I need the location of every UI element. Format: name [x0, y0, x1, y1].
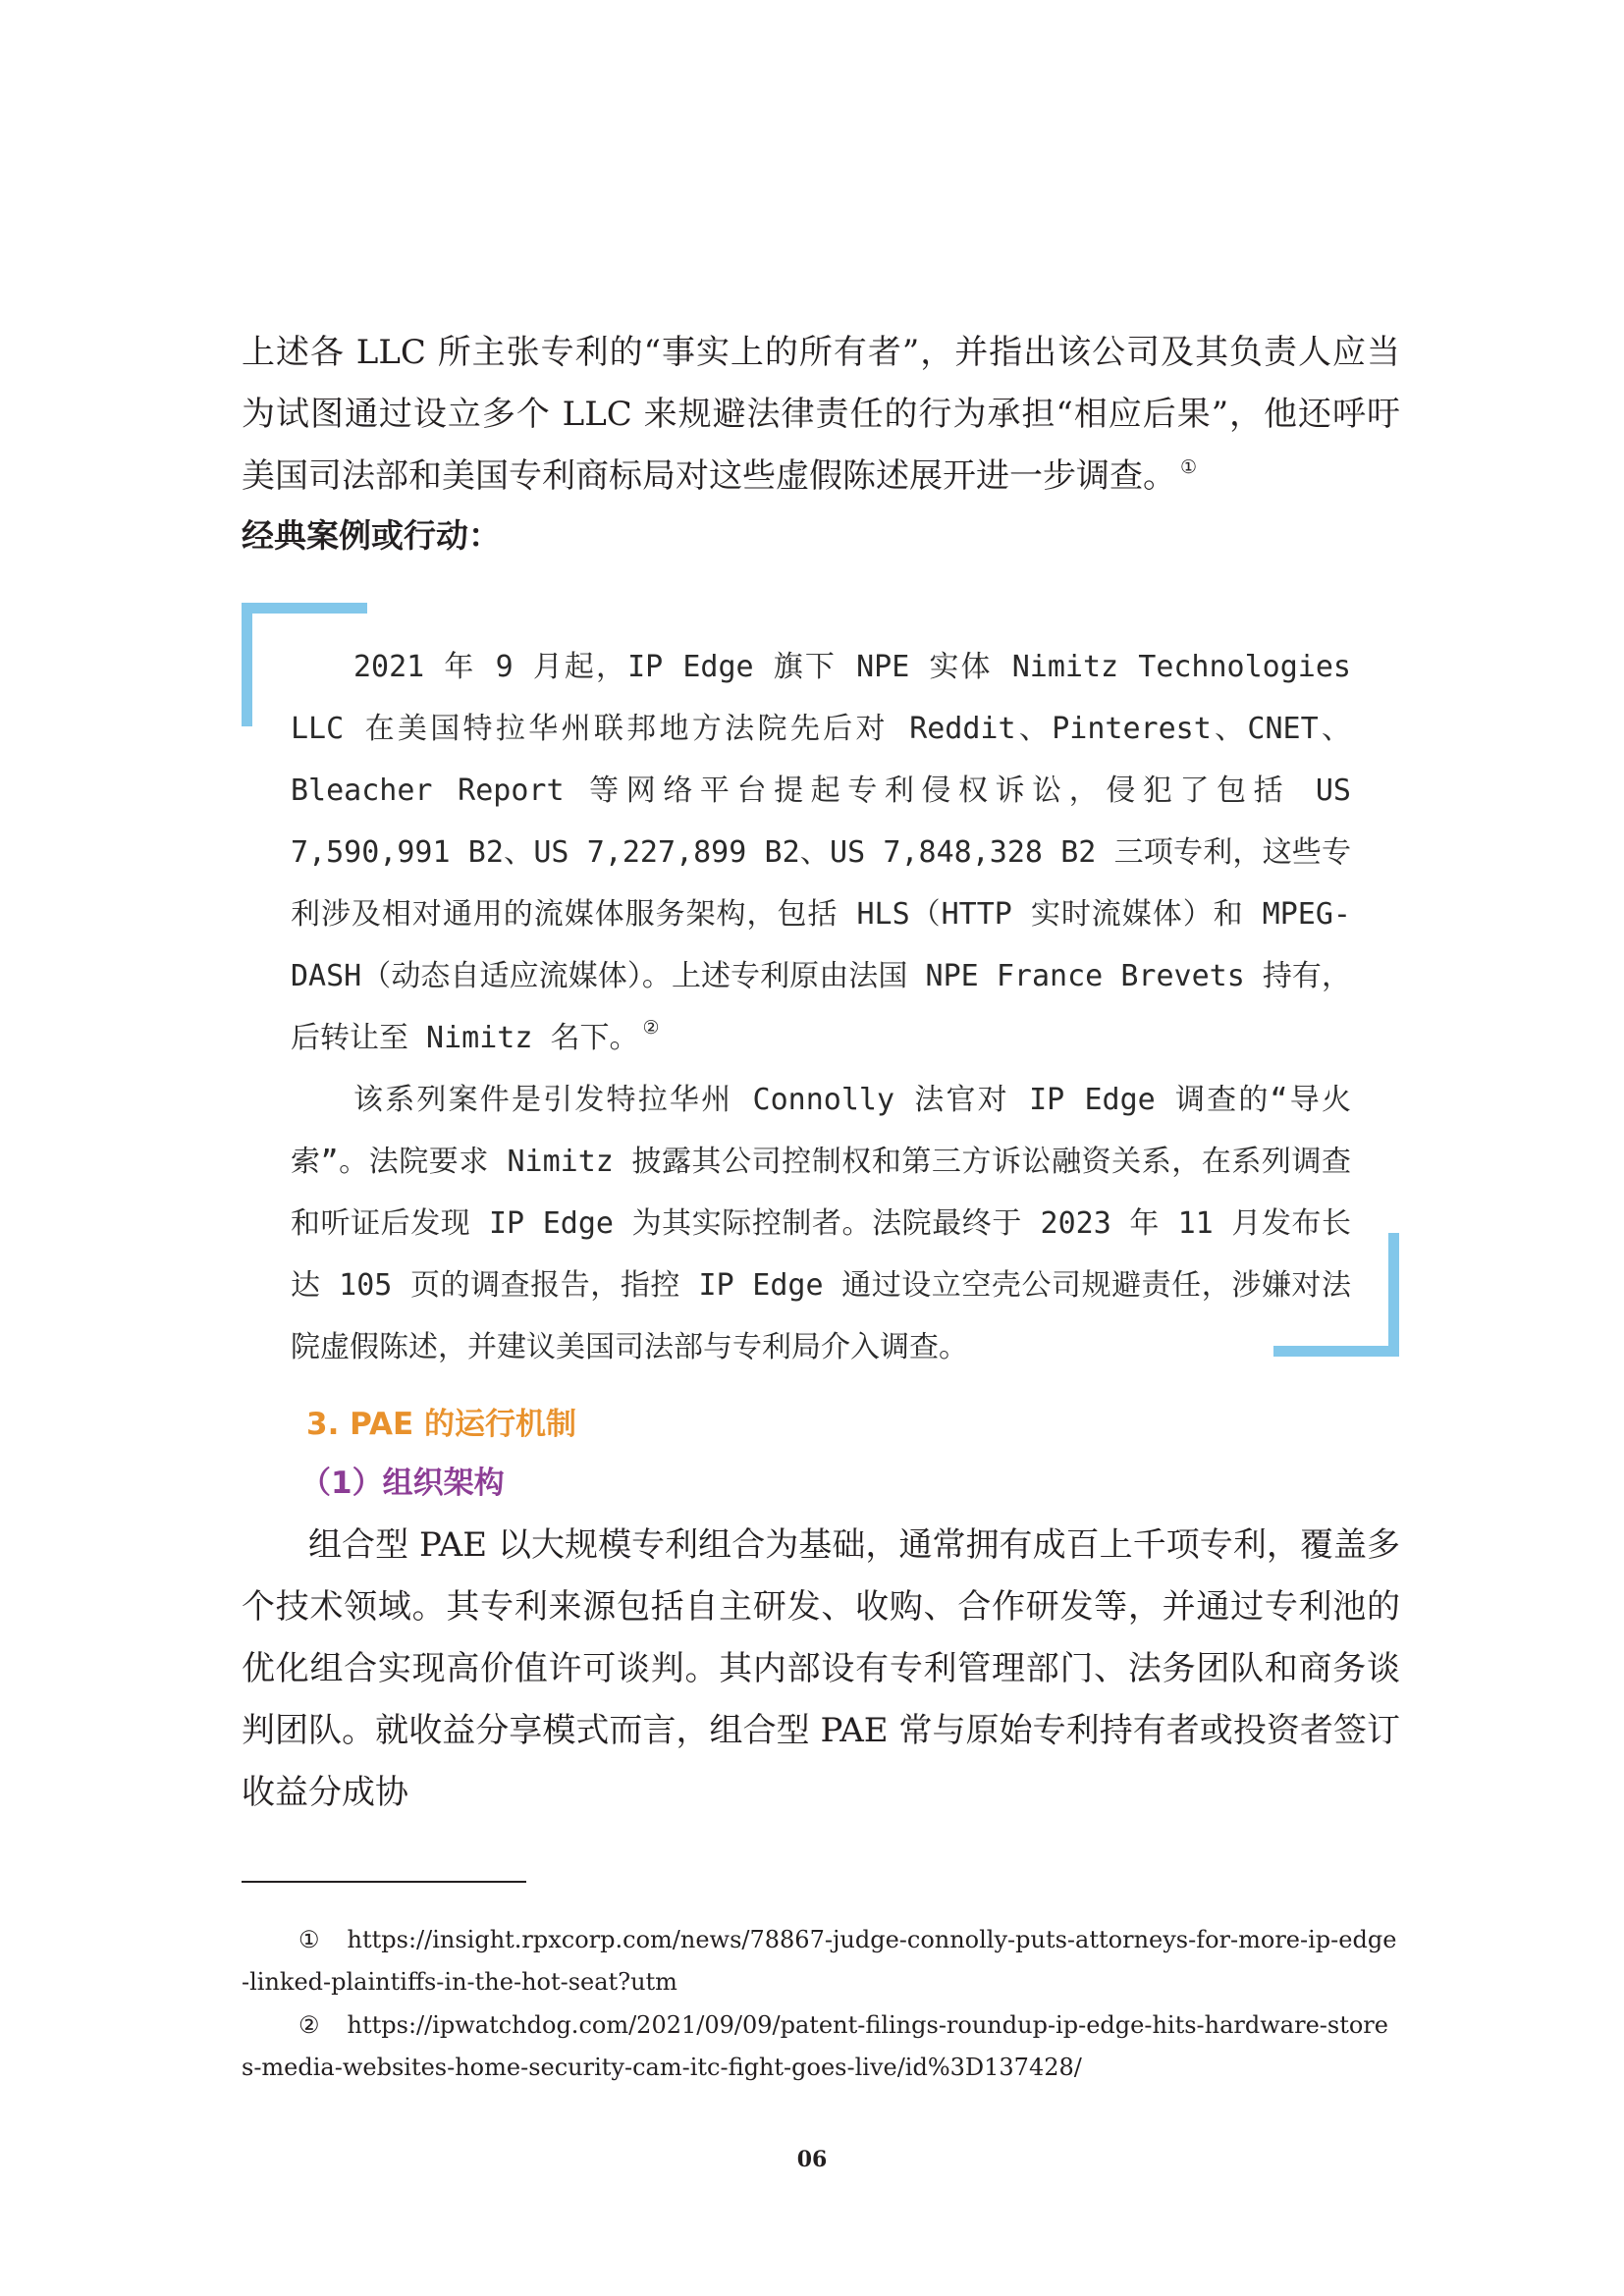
intro-paragraph — [242, 322, 1400, 507]
footnote-ref-2[interactable]: ② — [642, 1017, 660, 1039]
cases-heading: 经典案例或行动： — [242, 516, 501, 555]
case-paragraph-1-text: 2021 年 9 月起，IP Edge 旗下 NPE 实体 Nimitz Technologies LLC 在美国特拉华州联邦地方法院先后对 Reddit、Pinterest、CNET、Bleacher Report 等网络平台提起专利侵权诉讼，侵犯了包括 US 7,590,991 B2、US 7,227,899 B2、US 7,848,328 B2 三项专利，这些专利涉及相对通用的流媒体服务架构，包括 HLS（HTTP 实时流媒体）和 MPEG-DASH（动态自适应流媒体）。上述专利原由法国 NPE France Brevets 持有，后转让至 Nimitz 名下。 — [291, 650, 1351, 1055]
footnote-1-mark: ① — [298, 1926, 320, 1953]
case-box — [291, 636, 1351, 1378]
footnote-2-mark: ② — [298, 2011, 320, 2039]
footnote-ref-1[interactable]: ① — [1180, 456, 1198, 478]
case-box-bracket-right — [1388, 1233, 1399, 1357]
footnote-divider — [242, 1881, 526, 1883]
section-subtitle: （1）组织架构 — [300, 1466, 505, 1501]
footnotes — [242, 1919, 1400, 2090]
case-paragraph-2: 该系列案件是引发特拉华州 Connolly 法官对 IP Edge 调查的“导火索”。法院要求 Nimitz 披露其公司控制权和第三方诉讼融资关系，在系列调查和听证后发现 IP Edge 为其实际控制者。法院最终于 2023 年 11 月发布长达 105 页的调查报告，指控 IP Edge 通过设立空壳公司规避责任，涉嫌对法院虚假陈述，并建议美国司法部与专利局介入调查。 — [291, 1083, 1351, 1364]
section-body-paragraph: 组合型 PAE 以大规模专利组合为基础，通常拥有成百上千项专利，覆盖多个技术领域。其专利来源包括自主研发、收购、合作研发等，并通过专利池的优化组合实现高价值许可谈判。其内部设有专利管理部门、法务团队和商务谈判团队。就收益分享模式而言，组合型 PAE 常与原始专利持有者或投资者签订收益分成协 — [242, 1525, 1400, 1812]
footnote-1 — [242, 1919, 1400, 2003]
section-title: 3. PAE 的运行机制 — [306, 1407, 576, 1442]
case-box-bracket-left — [242, 603, 252, 726]
page-number: 06 — [796, 2147, 828, 2172]
case-paragraph-1 — [291, 636, 1351, 1069]
footnote-2-link[interactable]: https://ipwatchdog.com/2021/09/09/patent-filings-roundup-ip-edge-hits-hardware-stores-media-websites-home-security-cam-itc-fight-goes-live/id%3D137428/ — [242, 2011, 1388, 2081]
case-box-bracket-top — [242, 603, 367, 614]
intro-text: 上述各 LLC 所主张专利的“事实上的所有者”，并指出该公司及其负责人应当为试图通过设立多个 LLC 来规避法律责任的行为承担“相应后果”，他还呼吁美国司法部和美国专利商标局对这些虚假陈述展开进一步调查。 — [242, 333, 1400, 496]
footnote-2 — [242, 2004, 1400, 2089]
footnote-1-link[interactable]: https://insight.rpxcorp.com/news/78867-judge-connolly-puts-attorneys-for-more-ip-edge-linked-plaintiffs-in-the-hot-seat?utm — [242, 1926, 1397, 1996]
